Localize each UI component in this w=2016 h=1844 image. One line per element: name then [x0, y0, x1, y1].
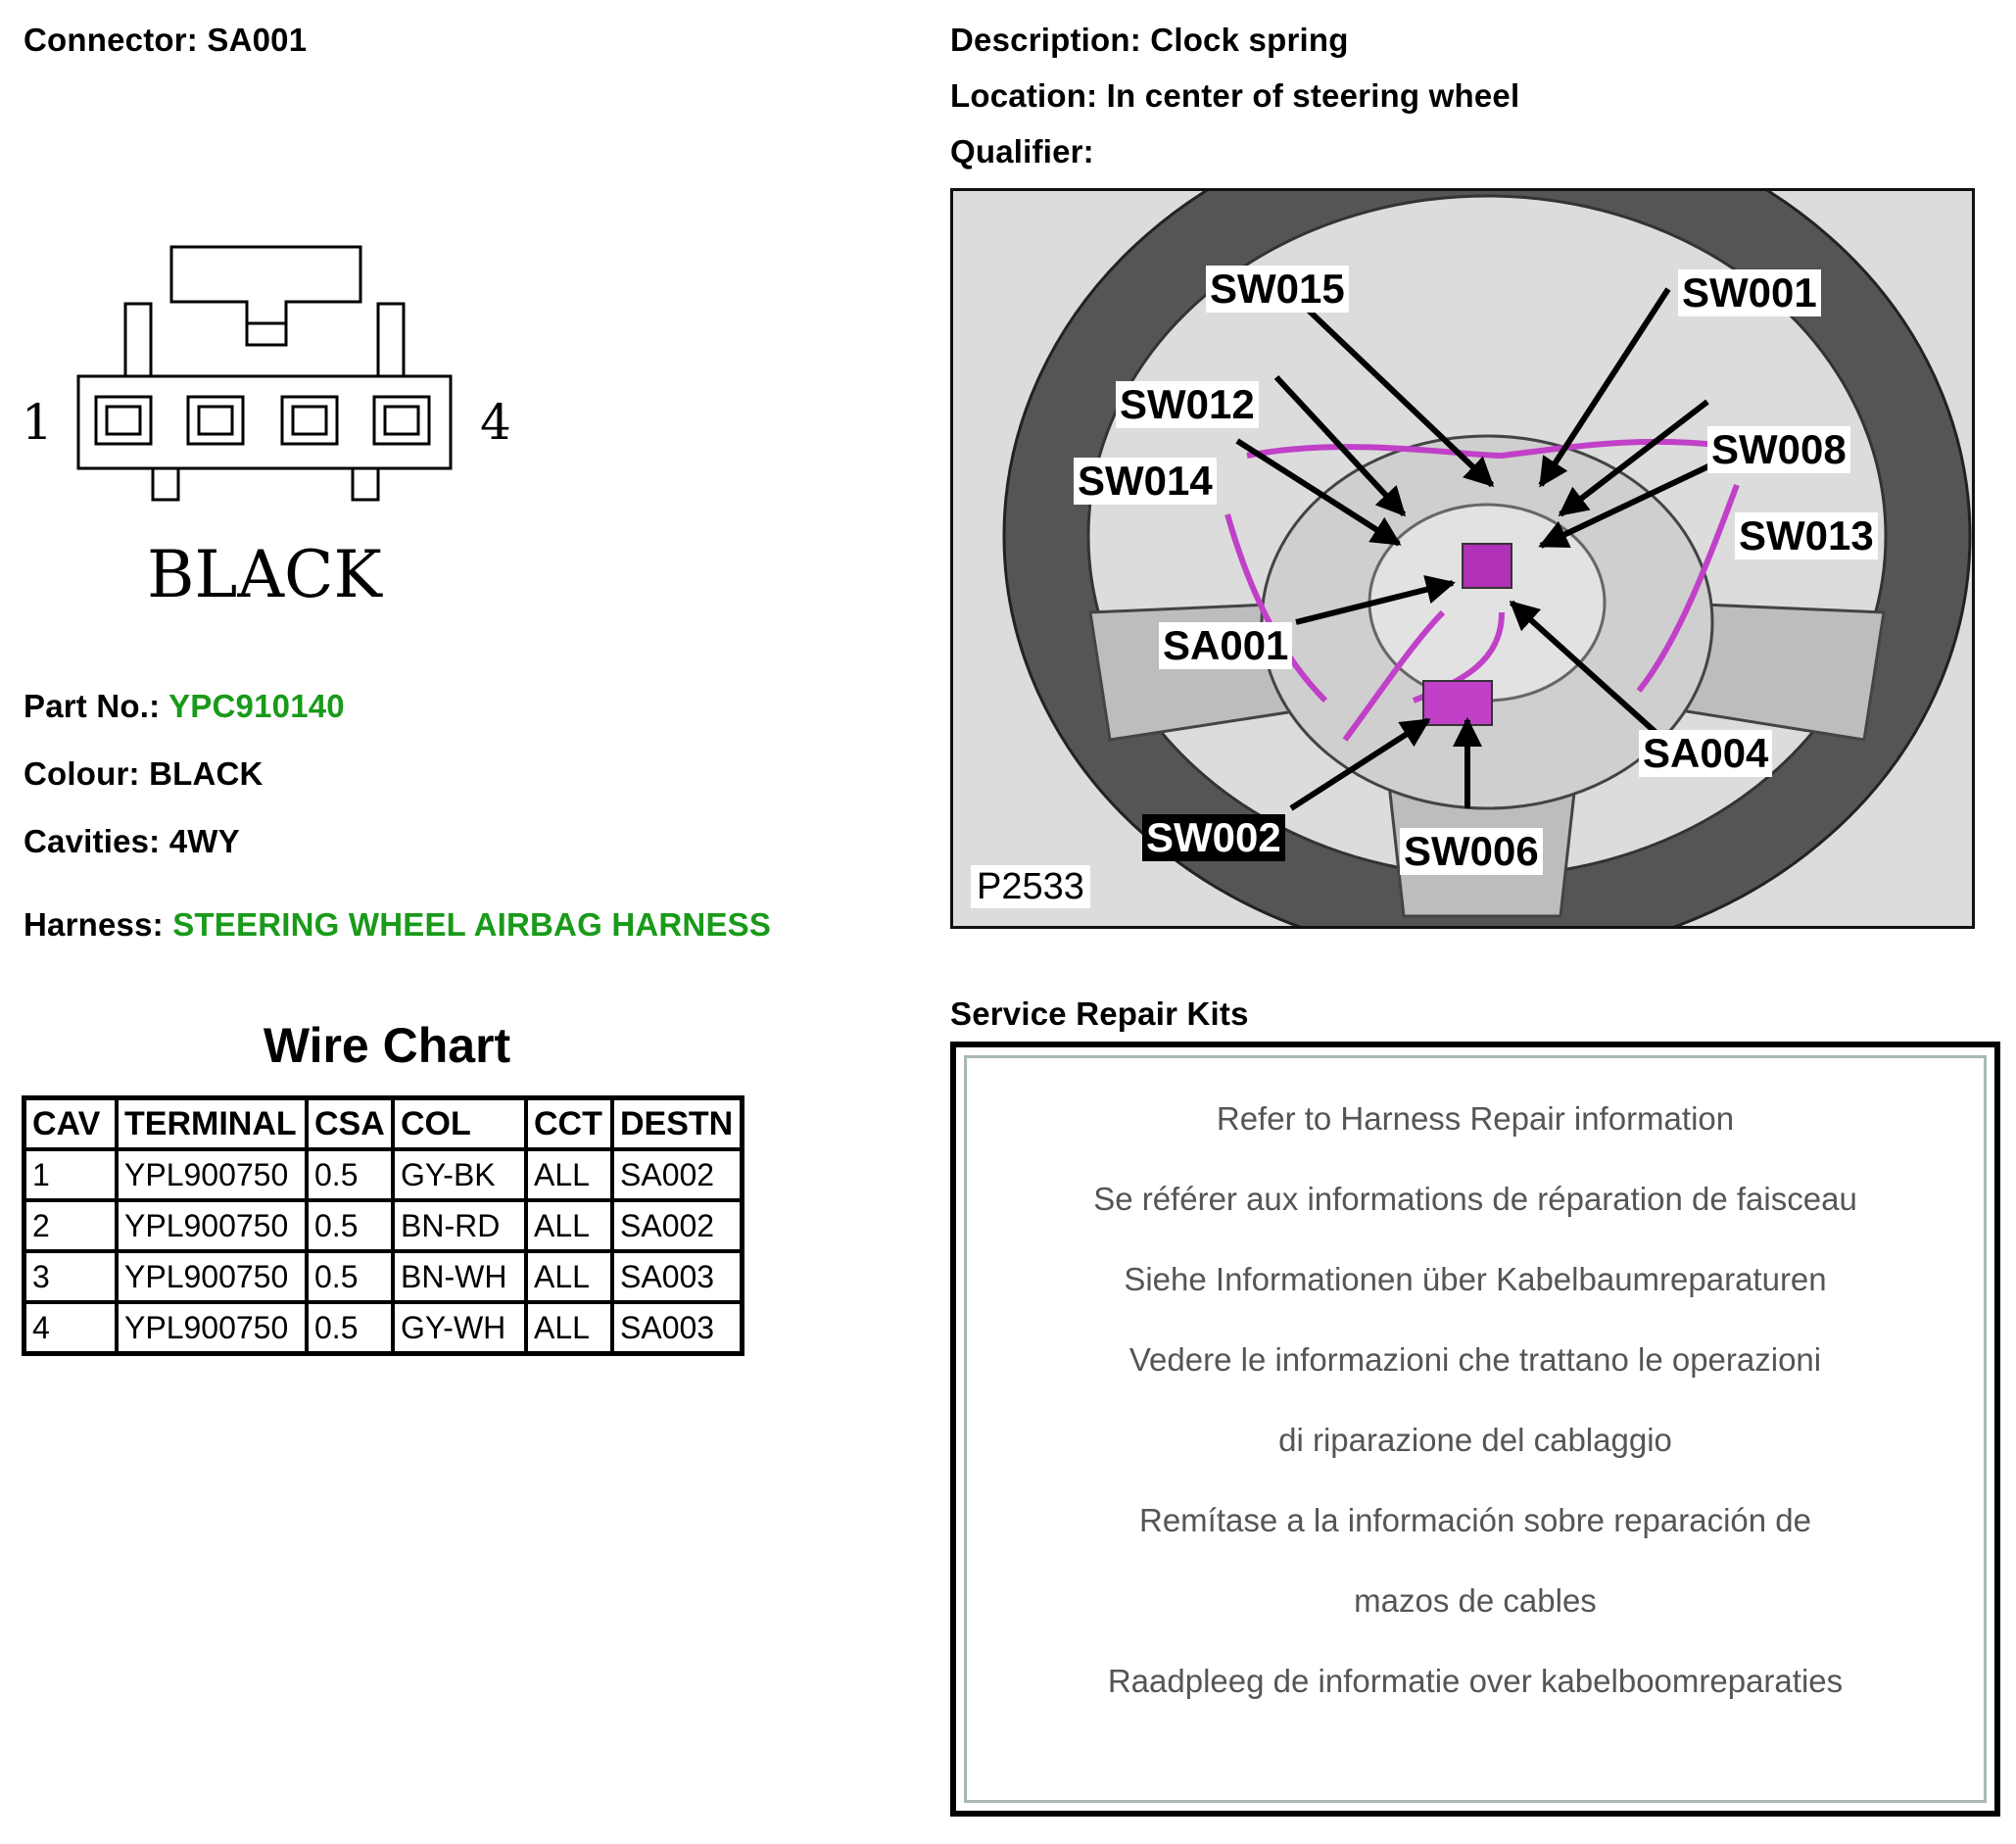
- cell-terminal: YPL900750: [117, 1251, 307, 1302]
- callout-sw013: SW013: [1735, 512, 1878, 559]
- pin-label-right: 4: [480, 394, 511, 451]
- callout-sw006: SW006: [1400, 828, 1543, 875]
- wire-chart-table: [22, 1095, 744, 1356]
- location-heading: [950, 77, 1519, 115]
- header-cav: CAV: [24, 1098, 118, 1150]
- connector-heading: [24, 22, 307, 59]
- part-no-label: Part No.:: [24, 688, 161, 724]
- connector-foot-left: [153, 468, 178, 500]
- cavities-value: 4WY: [168, 823, 240, 859]
- cavities-line: [24, 823, 240, 860]
- pin-label-left: 1: [22, 394, 53, 451]
- connector-latch: [171, 247, 360, 345]
- cell-destn: SA002: [612, 1200, 743, 1251]
- description-label: Description:: [950, 22, 1141, 58]
- cavity-3: [282, 397, 337, 444]
- colour-line: [24, 755, 264, 793]
- cavity-2: [188, 397, 243, 444]
- cell-csa: 0.5: [307, 1200, 393, 1251]
- kit-line-de: Siehe Informationen über Kabelbaumreparaturen: [1124, 1261, 1827, 1297]
- kit-line-it-1: Vedere le informazioni che trattano le operazioni: [1128, 1341, 1822, 1378]
- figure-id: P2533: [971, 865, 1090, 908]
- connector-label: Connector:: [24, 22, 198, 58]
- callout-sa001: SA001: [1159, 622, 1292, 669]
- location-value: In center of steering wheel: [1106, 77, 1520, 114]
- diagram-colour-label: BLACK: [147, 537, 382, 612]
- wire-chart-title: Wire Chart: [263, 1018, 511, 1073]
- qualifier-label: Qualifier:: [950, 133, 1094, 170]
- cell-col: BN-WH: [393, 1251, 526, 1302]
- table-row: [24, 1251, 743, 1302]
- kit-line-nl: Raadpleeg de informatie over kabelboomreparaties: [1107, 1663, 1844, 1699]
- connector-value: SA001: [207, 22, 308, 58]
- connector-post-right: [378, 304, 404, 376]
- cell-col: GY-BK: [393, 1149, 526, 1200]
- description-heading: [950, 22, 1349, 59]
- cell-cav: 4: [24, 1302, 118, 1354]
- cell-destn: SA002: [612, 1149, 743, 1200]
- description-value: Clock spring: [1150, 22, 1349, 58]
- header-col: COL: [393, 1098, 526, 1150]
- harness-link[interactable]: STEERING WHEEL AIRBAG HARNESS: [172, 906, 772, 943]
- cell-cct: ALL: [526, 1251, 612, 1302]
- cell-cav: 3: [24, 1251, 118, 1302]
- cell-cav: 1: [24, 1149, 118, 1200]
- callout-sw002: SW002: [1142, 814, 1285, 861]
- kit-line-fr: Se référer aux informations de réparation de faisceau: [1093, 1181, 1857, 1217]
- service-kits-inner: [964, 1055, 1987, 1803]
- cell-terminal: YPL900750: [117, 1200, 307, 1251]
- kit-line-en: Refer to Harness Repair information: [1216, 1100, 1735, 1137]
- cell-cav: 2: [24, 1200, 118, 1251]
- service-kits-title: Service Repair Kits: [950, 995, 1249, 1032]
- cell-terminal: YPL900750: [117, 1149, 307, 1200]
- kit-line-es-1: Remítase a la información sobre reparación de: [1138, 1502, 1812, 1538]
- cell-csa: 0.5: [307, 1251, 393, 1302]
- service-kits-box: [950, 1042, 2000, 1817]
- cell-cct: ALL: [526, 1200, 612, 1251]
- table-row: [24, 1200, 743, 1251]
- table-row: [24, 1149, 743, 1200]
- cavities-label: Cavities:: [24, 823, 161, 859]
- header-destn: DESTN: [612, 1098, 743, 1150]
- callout-sw014: SW014: [1074, 458, 1217, 505]
- cavity-1: [96, 397, 151, 444]
- connector-body: [78, 376, 451, 468]
- cell-col: BN-RD: [393, 1200, 526, 1251]
- cell-cct: ALL: [526, 1302, 612, 1354]
- cell-csa: 0.5: [307, 1302, 393, 1354]
- table-row: [24, 1302, 743, 1354]
- cell-col: GY-WH: [393, 1302, 526, 1354]
- kit-line-it-2: di riparazione del cablaggio: [1278, 1422, 1672, 1458]
- callout-sw015: SW015: [1206, 266, 1349, 313]
- connector-foot-right: [353, 468, 378, 500]
- kit-line-es-2: mazos de cables: [1354, 1582, 1597, 1619]
- cell-destn: SA003: [612, 1251, 743, 1302]
- location-label: Location:: [950, 77, 1098, 114]
- harness-label: Harness:: [24, 906, 164, 943]
- header-csa: CSA: [307, 1098, 393, 1150]
- callout-sw001: SW001: [1678, 269, 1821, 316]
- part-no-link[interactable]: YPC910140: [168, 688, 345, 724]
- callout-sw008: SW008: [1707, 426, 1850, 473]
- connector-post-left: [125, 304, 151, 376]
- header-terminal: TERMINAL: [117, 1098, 307, 1150]
- harness-line: [24, 906, 771, 944]
- cell-terminal: YPL900750: [117, 1302, 307, 1354]
- part-no-line: [24, 688, 345, 725]
- callout-sa004: SA004: [1639, 730, 1772, 777]
- callout-sw012: SW012: [1116, 381, 1259, 428]
- connector-sw006-part: [1423, 681, 1492, 725]
- steering-wheel-figure: [950, 188, 1975, 929]
- cell-csa: 0.5: [307, 1149, 393, 1200]
- connector-sa001-part: [1463, 544, 1512, 588]
- cell-destn: SA003: [612, 1302, 743, 1354]
- colour-value: BLACK: [149, 755, 264, 792]
- header-cct: CCT: [526, 1098, 612, 1150]
- wire-chart-header-row: [24, 1098, 743, 1150]
- cavity-4: [374, 397, 429, 444]
- cell-cct: ALL: [526, 1149, 612, 1200]
- colour-label: Colour:: [24, 755, 140, 792]
- qualifier-heading: [950, 133, 1094, 170]
